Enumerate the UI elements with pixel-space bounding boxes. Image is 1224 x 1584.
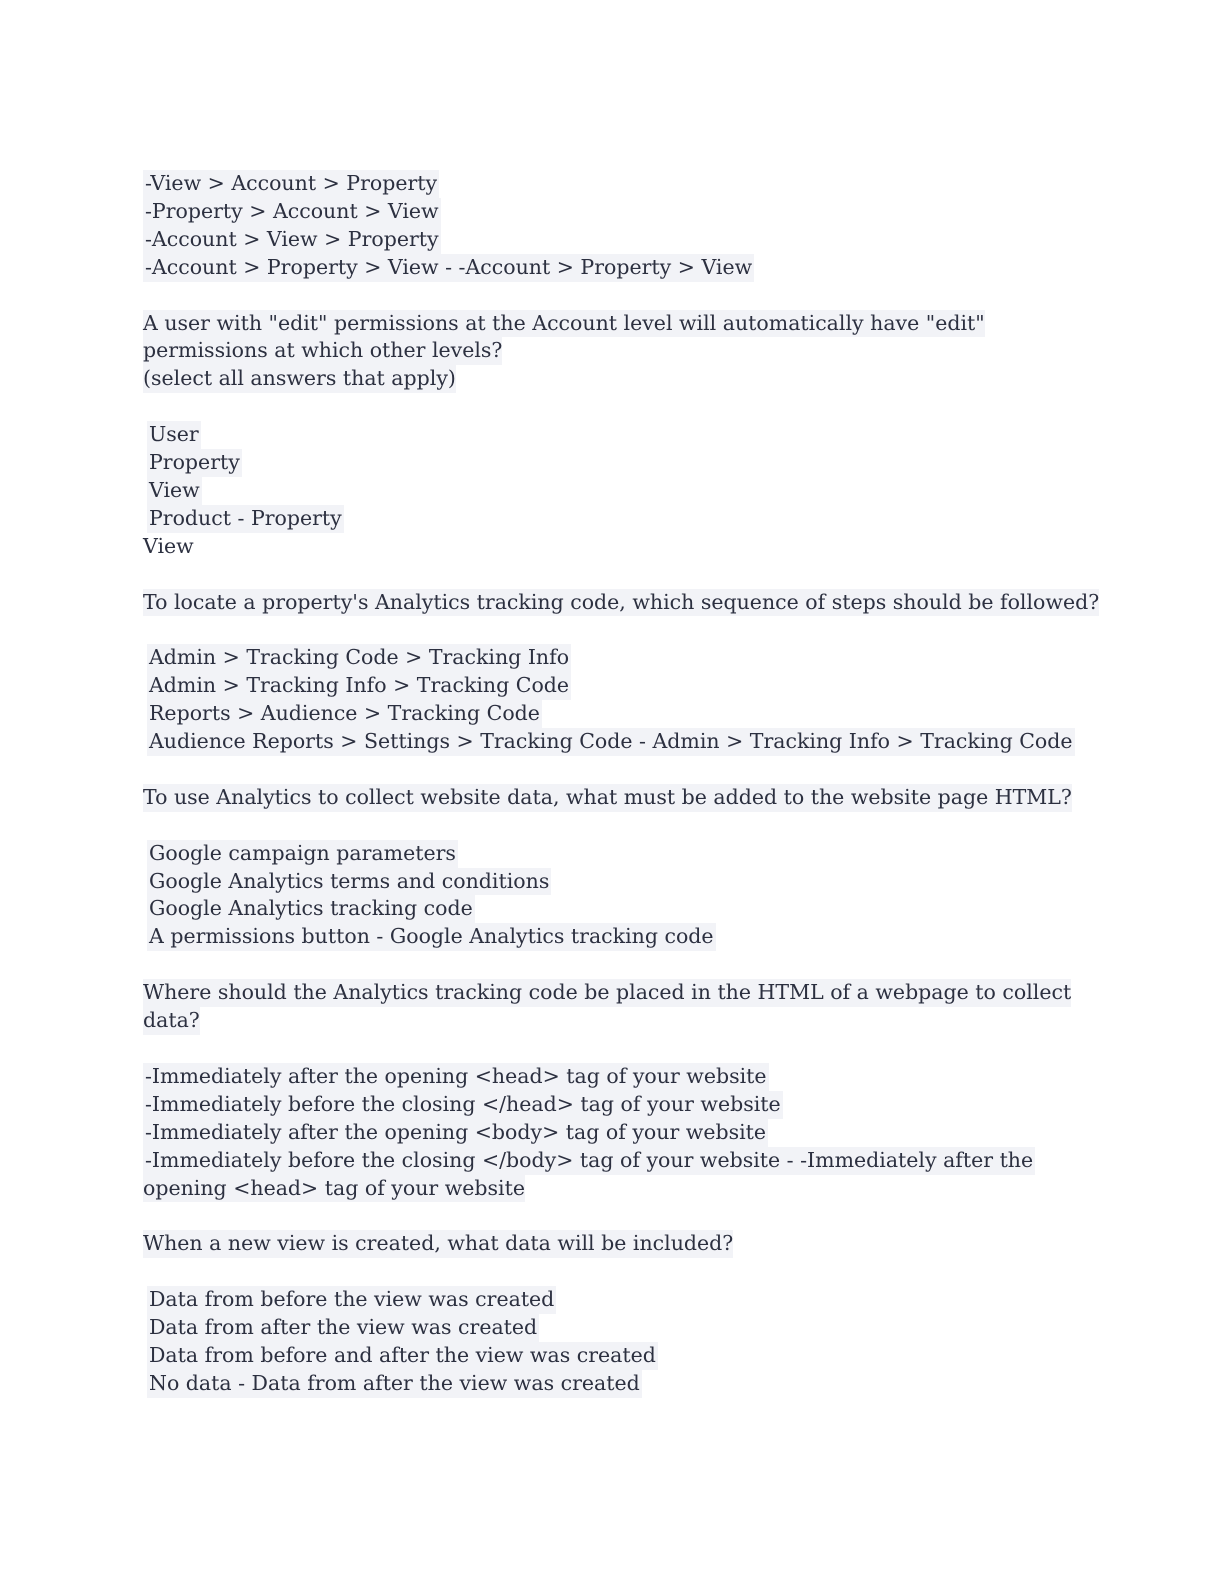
- option-line: [143, 1370, 1083, 1398]
- question-text: A user with "edit" permissions at the Account level will automatically have "edit": [143, 310, 985, 338]
- question-line: [143, 784, 1083, 812]
- option-line: [143, 1147, 1083, 1175]
- option-line: [143, 700, 1083, 728]
- option-text: Property: [147, 449, 242, 477]
- option-text: -Property > Account > View: [143, 198, 441, 226]
- question-line: [143, 979, 1083, 1007]
- collect-question: [143, 784, 1083, 812]
- option-text: Data from before the view was created: [147, 1286, 556, 1314]
- option-line: [143, 1314, 1083, 1342]
- option-line: [143, 923, 1083, 951]
- option-text: A permissions button - Google Analytics tracking code: [147, 923, 716, 951]
- question-text: data?: [143, 1007, 200, 1035]
- option-text: Data from before and after the view was created: [147, 1342, 658, 1370]
- option-line: [143, 895, 1083, 923]
- option-text: Google Analytics tracking code: [147, 895, 475, 923]
- option-text: -Immediately before the closing </head> tag of your website: [143, 1091, 783, 1119]
- question-line: [143, 589, 1100, 617]
- question-line: [143, 1230, 1083, 1258]
- option-line: [143, 1063, 1083, 1091]
- tracking-location-options: [143, 644, 1083, 756]
- collect-options: [143, 840, 1083, 952]
- question-text: To locate a property's Analytics tracking code, which sequence of steps should be followed?: [143, 589, 1099, 617]
- option-line: [143, 1119, 1083, 1147]
- option-text: Audience Reports > Settings > Tracking Code - Admin > Tracking Info > Tracking Code: [147, 728, 1075, 756]
- option-text: Data from after the view was created: [147, 1314, 539, 1342]
- question-text: (select all answers that apply): [143, 365, 456, 393]
- option-text: Google Analytics terms and conditions: [147, 868, 551, 896]
- option-line: [143, 226, 1083, 254]
- option-line: [143, 728, 1083, 756]
- option-line: [143, 170, 1083, 198]
- question-line: [143, 310, 1083, 338]
- option-text: -Immediately after the opening <body> tag of your website: [143, 1119, 768, 1147]
- question-line: [143, 365, 1083, 393]
- document-content: [143, 170, 1100, 1398]
- question-text: Where should the Analytics tracking code be placed in the HTML of a webpage to collect: [143, 979, 1071, 1007]
- option-text: Admin > Tracking Info > Tracking Code: [147, 672, 571, 700]
- option-line: [143, 449, 1083, 477]
- new-view-options: [143, 1286, 1083, 1398]
- option-line: [143, 1286, 1083, 1314]
- option-line: [143, 868, 1083, 896]
- tracking-location-question: [143, 589, 1100, 617]
- option-text: Reports > Audience > Tracking Code: [147, 700, 542, 728]
- answer-line: [143, 533, 1083, 561]
- question-line: [143, 337, 1083, 365]
- option-text: View: [147, 477, 202, 505]
- option-line: [143, 672, 1083, 700]
- option-line: [143, 477, 1083, 505]
- option-line: [143, 840, 1083, 868]
- option-text: -Immediately after the opening <head> tag of your website: [143, 1063, 769, 1091]
- answer-line: [143, 1175, 1083, 1203]
- option-line: [143, 254, 1083, 282]
- permissions-options: [143, 421, 1083, 561]
- question-text: To use Analytics to collect website data, what must be added to the website page HTML?: [143, 784, 1072, 812]
- permissions-question: [143, 310, 1083, 394]
- option-text: Admin > Tracking Code > Tracking Info: [147, 644, 571, 672]
- option-text: -View > Account > Property: [143, 170, 439, 198]
- option-text: -Account > Property > View - -Account > Property > View: [143, 254, 754, 282]
- hierarchy-options: [143, 170, 1083, 282]
- option-text: No data - Data from after the view was created: [147, 1370, 642, 1398]
- question-text: When a new view is created, what data will be included?: [143, 1230, 733, 1258]
- placement-options: [143, 1063, 1083, 1203]
- answer-text: View: [143, 533, 194, 558]
- option-line: [143, 1342, 1083, 1370]
- question-line: [143, 1007, 1083, 1035]
- option-line: [143, 198, 1083, 226]
- option-text: Product - Property: [147, 505, 344, 533]
- option-line: [143, 505, 1083, 533]
- new-view-question: [143, 1230, 1083, 1258]
- option-text: User: [147, 421, 201, 449]
- option-line: [143, 644, 1083, 672]
- option-text: Google campaign parameters: [147, 840, 458, 868]
- answer-text: opening <head> tag of your website: [143, 1175, 525, 1203]
- option-text: -Immediately before the closing </body> tag of your website - -Immediately after the: [143, 1147, 1035, 1175]
- option-text: -Account > View > Property: [143, 226, 441, 254]
- placement-question: [143, 979, 1083, 1035]
- question-text: permissions at which other levels?: [143, 337, 502, 365]
- option-line: [143, 421, 1083, 449]
- option-line: [143, 1091, 1083, 1119]
